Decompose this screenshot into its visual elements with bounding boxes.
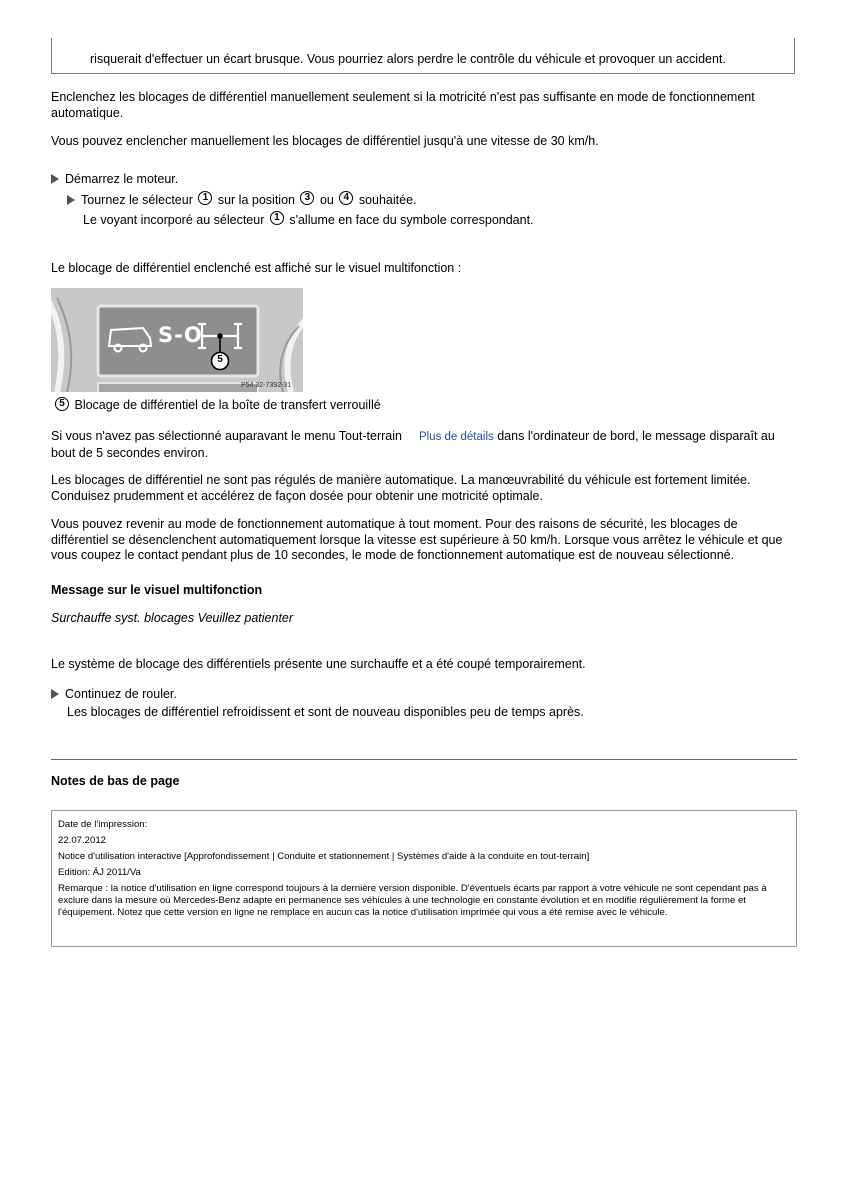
footnote-divider: [51, 759, 797, 760]
step-continue-note: Les blocages de différentiel refroidissent et sont de nouveau disponibles peu de temps après.: [67, 705, 584, 719]
footnotes-box: [51, 810, 797, 947]
number-circle-4: 4: [339, 191, 353, 205]
step-2-text-b: sur la position: [217, 193, 295, 207]
instrument-cluster-figure: [51, 288, 303, 392]
paragraph-offroad-a: Si vous n'avez pas sélectionné auparavant le menu Tout-terrain: [51, 429, 402, 443]
print-date-label: Date de l'impression:: [58, 819, 148, 830]
arrow-right-icon: [51, 174, 59, 184]
intro-paragraph-1: Enclenchez les blocages de différentiel manuellement seulement si la motricité n'est pas suffisante en mode de fonctionnement automatique.: [51, 90, 755, 120]
step-1-text: Démarrez le moteur.: [65, 172, 179, 186]
paragraph-not-regulated: Les blocages de différentiel ne sont pas régulés de manière automatique. La manœuvrabilité du véhicule est fortement limitée. Conduisez prudemment et accélérez de façon dosée pour obtenir une motricité optimale.: [51, 473, 751, 503]
display-label: S-O: [158, 323, 203, 347]
figure-ref-code: P54.32-7392-31: [241, 382, 292, 389]
step-continue-driving: [51, 686, 177, 702]
paragraph-offroad-menu: [51, 429, 796, 461]
arrow-right-icon: [67, 195, 75, 205]
step-turn-selector: [67, 192, 417, 208]
footnotes-heading: Notes de bas de page: [51, 774, 180, 788]
number-circle-3: 3: [300, 191, 314, 205]
step-2-text-c: ou: [319, 193, 334, 207]
step-continue-text: Continuez de rouler.: [65, 687, 177, 701]
paragraph-offroad-b: dans l'ordinateur de bord, le message disparaît au bout de 5 secondes environ.: [51, 429, 775, 460]
message-display-text: Surchauffe syst. blocages Veuillez patienter: [51, 611, 294, 625]
footnote-breadcrumb: Notice d'utilisation interactive [Approfondissement | Conduite et stationnement | Systèmes d'aide à la conduite en tout-terrain]: [58, 851, 590, 862]
more-details-link[interactable]: Plus de détails: [418, 431, 494, 443]
intro-paragraph-2: Vous pouvez enclencher manuellement les blocages de différentiel jusqu'à une vitesse de 30 km/h.: [51, 134, 599, 148]
callout-number: 5: [217, 354, 223, 365]
step-2-note: [83, 212, 534, 228]
message-heading: Message sur le visuel multifonction: [51, 583, 263, 597]
warning-text: risquerait d'effectuer un écart brusque. Vous pourriez alors perdre le contrôle du véhicule et provoquer un accident.: [90, 52, 726, 66]
step-2-note-b: s'allume en face du symbole correspondant.: [289, 213, 534, 227]
step-start-engine: [51, 171, 178, 187]
figure-caption-text: Blocage de différentiel de la boîte de transfert verrouillé: [74, 398, 381, 412]
number-circle-5: 5: [55, 397, 69, 411]
remark: Remarque : la notice d'utilisation en ligne correspond toujours à la dernière version disponible. D'éventuels écarts par rapport à votre véhicule ne sont cependant pas à exclure dans la mesure où Mercedes-Benz adapte en permanence ses véhicules à une technologie en constante évolution et en modifie régulièrement la forme et l'équipement. Notez que cette version en ligne ne remplace en aucun cas la notice d'utilisation imprimée qui vous a été remise avec le véhicule.: [58, 883, 767, 919]
arrow-right-icon: [51, 689, 59, 699]
figure-caption: [53, 397, 381, 413]
print-date: 22.07.2012: [58, 835, 107, 846]
step-2-text-a: Tournez le sélecteur: [81, 193, 193, 207]
step-2-text-d: souhaitée.: [358, 193, 417, 207]
paragraph-auto-mode: Vous pouvez revenir au mode de fonctionnement automatique à tout moment. Pour des raisons de sécurité, les blocages de différentiel se désenclenchent automatiquement lorsque la vitesse est supérieure à 50 km/h. Lorsque vous arrêtez le véhicule et que vous coupez le contact pendant plus de 10 secondes, le mode de fonctionnement automatique est de nouveau sélectionné.: [51, 517, 783, 562]
message-description: Le système de blocage des différentiels présente une surchauffe et a été coupé temporairement.: [51, 657, 586, 671]
display-description: Le blocage de différentiel enclenché est affiché sur le visuel multifonction :: [51, 261, 462, 275]
warning-box: [51, 38, 795, 74]
number-circle-1: 1: [270, 211, 284, 225]
number-circle-1: 1: [198, 191, 212, 205]
step-2-note-a: Le voyant incorporé au sélecteur: [83, 213, 265, 227]
edition: Edition: ÄJ 2011/Va: [58, 867, 141, 878]
